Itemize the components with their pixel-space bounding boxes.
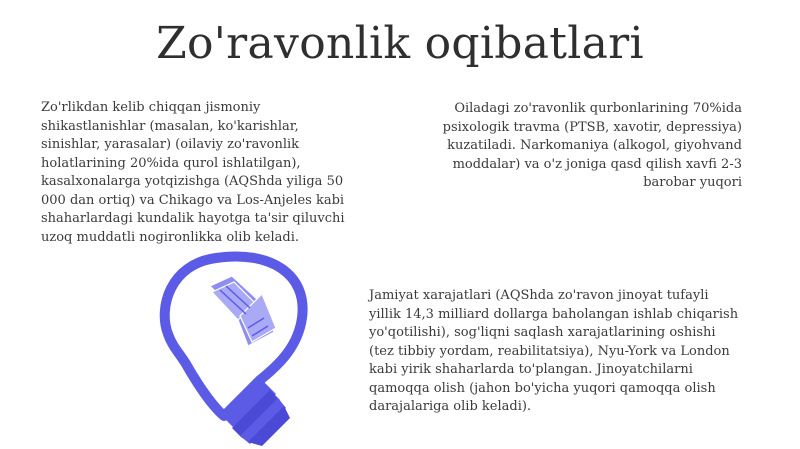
bulb-base <box>224 380 290 446</box>
physical-consequences-text: Zo'rlikdan kelib chiqqan jismoniy shikastlanishlar (masalan, ko'karishlar, sinishlar, yarasalar) (oilaviy zo'ravonlik holatlarining 20%ida qurol ishlatilgan), kasalxonalarga yotqizishga (AQShda yiliga 50 000 dan ortiq) va Chikago va Los-Anjeles kabi shaharlardagi kundalik hayotga ta'sir qiluvchi uzoq muddatli nogironlikka olib keladi. <box>41 100 345 245</box>
slide-title: Zo'ravonlik oqibatlari <box>156 18 644 69</box>
psychological-consequences-text: Oiladagi zo'ravonlik qurbonlarining 70%ida psixologik travma (PTSB, xavotir, depressiya) kuzatiladi. Narkomaniya (alkogol, giyohvand moddalar) va o'z joniga qasd qilish xavfi 2-3 barobar yuqori <box>442 101 742 190</box>
social-costs-text: Jamiyat xarajatlari (AQShda zo'ravon jinoyat tufayli yillik 14,3 milliard dollarga baholangan ishlab chiqarish yo'qotilishi), sog'liqni saqlash xarajatlarining oshishi (tez tibbiy yordam, reabilitatsiya), Nyu-York va London kabi yirik shaharlarda to'plangan. Jinoyatchilarni qamoqqa olish (jahon bo'yicha yuqori qamoqqa olish darajalariga olib keladi). <box>369 288 739 414</box>
lightbulb-book-icon <box>140 238 340 449</box>
